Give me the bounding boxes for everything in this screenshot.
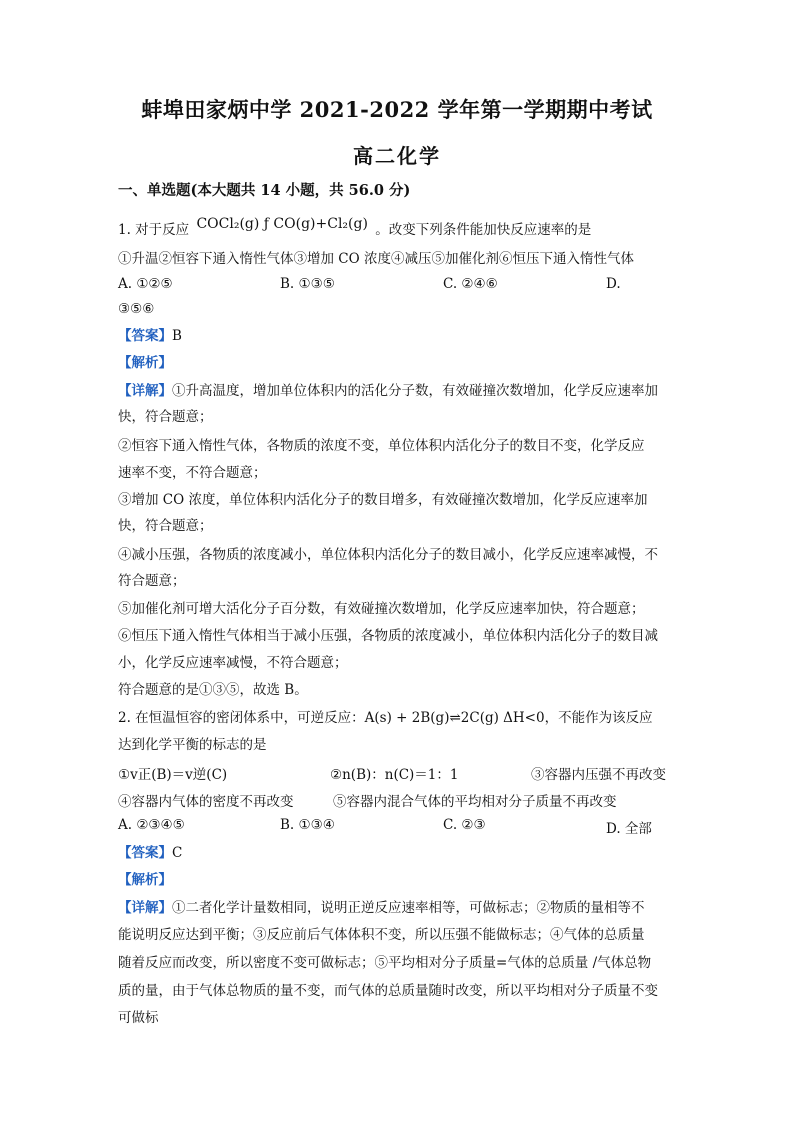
q1-explanation-line: 小，化学反应速率减慢，不符合题意；	[118, 655, 348, 671]
q1-answer	[118, 326, 678, 346]
q2-analysis-label: 【解析】	[118, 872, 172, 888]
answer-label: 【答案】	[118, 845, 172, 861]
q1-option-b: B. ①③⑤	[280, 276, 335, 292]
q1-explanation-line: 符合题意的是①③⑤，故选 B。	[118, 682, 308, 698]
answer-label: 【答案】	[118, 328, 172, 344]
q2-condition-3: ③容器内压强不再改变	[531, 767, 666, 783]
q2-condition-1: ①v正(B)＝v逆(C)	[118, 767, 228, 783]
q2-option-a: A. ②③④⑤	[118, 817, 185, 833]
q2-explanation-line: 可做标	[118, 1010, 159, 1026]
q1-number: 1. 对于反应	[118, 222, 190, 238]
q1-explanation-line: ②恒容下通入惰性气体，各物质的浓度不变，单位体积内活化分子的数目不变，化学反应	[118, 438, 645, 454]
q2-explanation-line: 能说明反应达到平衡；③反应前后气体体积不变，所以压强不能做标志；④气体的总质量	[118, 927, 645, 943]
q2-condition-2: ②n(B)：n(C)＝1：1	[330, 767, 459, 783]
exam-title: 蚌埠田家炳中学 2021-2022 学年第一学期期中考试	[141, 97, 653, 122]
q2-explanation-line: 质的量，由于气体总物质的量不变，而气体的总质量随时改变，所以平均相对分子质量不变	[118, 983, 658, 999]
q2-stem: 2. 在恒温恒容的密闭体系中，可逆反应：A(s) + 2B(g)⇌2C(g) ΔH<0，不能作为该反应	[118, 710, 653, 726]
detail-label: 【详解】	[118, 383, 172, 399]
q2-explanation-line: 【详解】①二者化学计量数相同，说明正逆反应速率相等，可做标志；②物质的量相等不	[118, 900, 645, 916]
q1-explanation-line: ③增加 CO 浓度，单位体积内活化分子的数目增多，有效碰撞次数增加，化学反应速率加	[118, 492, 648, 508]
q2-condition-5: ⑤容器内混合气体的平均相对分子质量不再改变	[333, 794, 617, 810]
q2-answer-value: C	[172, 845, 183, 861]
q2-option-d: D. 全部	[606, 821, 652, 837]
q1-explanation-line: ④减小压强，各物质的浓度减小，单位体积内活化分子的数目减小，化学反应速率减慢，不	[118, 547, 658, 563]
q1-stem	[118, 216, 678, 240]
q1-option-d-cont: ③⑤⑥	[118, 301, 155, 317]
exam-subject: 高二化学	[353, 144, 441, 168]
q2-stem: 达到化学平衡的标志的是	[118, 737, 267, 753]
q1-stem-tail: 。改变下列条件能加快反应速率的是	[375, 222, 592, 238]
q1-explanation-line: 快，符合题意；	[118, 409, 213, 425]
q1-option-d: D.	[606, 276, 621, 292]
q1-equation: COCl₂(g) ƒ CO(g)+Cl₂(g)	[196, 216, 368, 232]
q1-explanation-line: 速率不变，不符合题意；	[118, 465, 267, 481]
q1-analysis-label: 【解析】	[118, 355, 172, 371]
q1-explanation-line: ⑤加催化剂可增大活化分子百分数，有效碰撞次数增加，化学反应速率加快，符合题意；	[118, 601, 645, 617]
q1-explanation-line: 快，符合题意；	[118, 518, 213, 534]
detail-label: 【详解】	[118, 900, 172, 916]
q1-explanation-line: ⑥恒压下通入惰性气体相当于减小压强，各物质的浓度减小，单位体积内活化分子的数目减	[118, 628, 658, 644]
q2-option-b: B. ①③④	[280, 817, 335, 833]
q2-option-c: C. ②③	[443, 817, 486, 833]
q1-option-a: A. ①②⑤	[118, 276, 173, 292]
q1-option-c: C. ②④⑥	[443, 276, 498, 292]
q2-explanation-line: 随着反应而改变，所以密度不变可做标志；⑤平均相对分子质量=气体的总质量 /气体总物	[118, 955, 652, 971]
q1-explanation-line: 符合题意；	[118, 573, 186, 589]
q2-condition-4: ④容器内气体的密度不再改变	[118, 794, 294, 810]
q1-explanation-line: 【详解】①升高温度，增加单位体积内的活化分子数，有效碰撞次数增加，化学反应速率加	[118, 383, 658, 399]
q1-conditions: ①升温②恒容下通入惰性气体③增加 CO 浓度④减压⑤加催化剂⑥恒压下通入惰性气体	[118, 251, 634, 267]
q2-answer	[118, 843, 678, 863]
q1-answer-value: B	[172, 328, 182, 344]
section-heading: 一、单选题(本大题共 14 小题，共 56.0 分)	[118, 182, 411, 199]
